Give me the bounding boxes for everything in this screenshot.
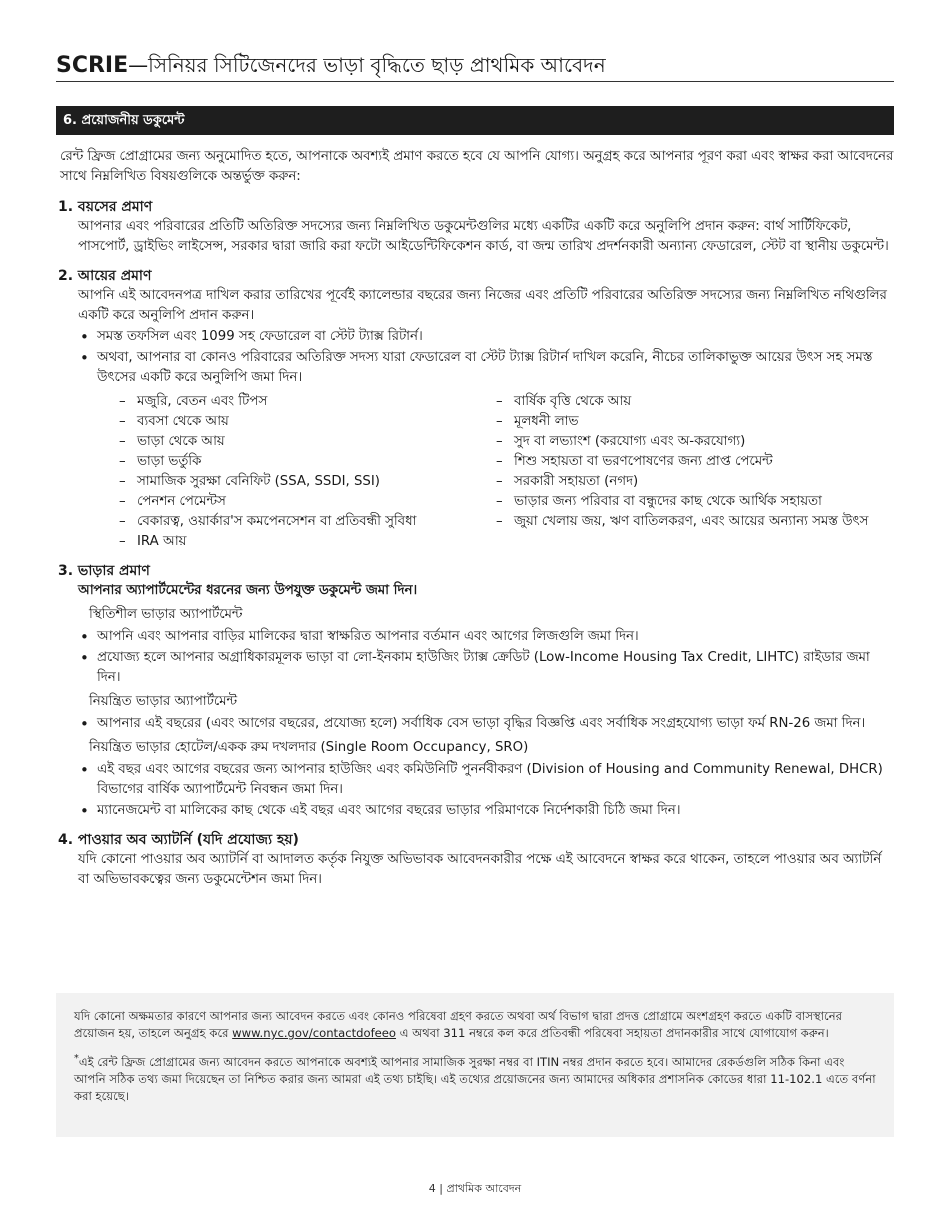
- income-sources-left-column: [119, 392, 496, 552]
- list-item: – পেনশন পেমেন্টস: [119, 492, 496, 512]
- list-item: – বেকারত্ব, ওয়ার্কার'স কমপেনসেশন বা প্রতিবন্ধী সুবিধা: [119, 512, 496, 532]
- section-body: [56, 147, 894, 899]
- list-item: – ভাড়া থেকে আয়: [119, 432, 496, 452]
- rent-proof-title: 3. ভাড়ার প্রমাণ: [58, 563, 150, 579]
- income-sources-right-column: [496, 392, 873, 552]
- controlled-bullets: [78, 714, 894, 734]
- rent-proof-item: [56, 561, 894, 821]
- age-proof-text: আপনার এবং পরিবারের প্রতিটি অতিরিক্ত সদস্যের জন্য নিম্নলিখিত ডকুমেন্টগুলির মধ্যে একটির একটি করে অনুলিপি প্রদান করুন: বার্থ সার্টিফিকেট, পাসপোর্ট, ড্রাইভিং লাইসেন্স, সরকার দ্বারা জারি করা ফটো আইডেন্টিফিকেশন কার্ড, বা জন্ম তারিখ প্রদর্শনকারী অন্যান্য ফেডারেল, স্টেট বা স্থানীয় ডকুমেন্ট।: [78, 219, 889, 254]
- power-of-attorney-text: যদি কোনো পাওয়ার অব অ্যাটর্নি বা আদালত কর্তৃক নিযুক্ত অভিভাবক আবেদনকারীর পক্ষে এই আবেদনে স্বাক্ষর করে থাকেন, তাহলে পাওয়ার অব অ্যাটর্নি বা অভিভাবকত্বের জন্য ডকুমেন্টেশন জমা দিন।: [78, 852, 882, 887]
- header-dash: —: [128, 53, 149, 77]
- stabilized-apartment-heading: স্থিতিশীল ভাড়ার অ্যাপার্টমেন্ট: [89, 607, 243, 622]
- notice-box: [56, 993, 894, 1137]
- footnote-asterisk: *: [74, 1053, 79, 1064]
- list-item: – সরকারী সহায়তা (নগদ): [496, 472, 873, 492]
- stabilized-bullet-rider: • প্রযোজ্য হলে আপনার অগ্রাধিকারমূলক ভাড়া বা লো-ইনকাম হাউজিং ট্যাক্স ক্রেডিট (Low-Income Housing Tax Credit, LIHTC) রাইডার জমা দিন।: [78, 648, 894, 688]
- income-proof-title: 2. আয়ের প্রমাণ: [58, 268, 152, 284]
- sro-bullet-registration: • এই বছর এবং আগের বছরের জন্য আপনার হাউজিং এবং কমিউনিটি পুনর্নবীকরণ (Division of Housing and Community Renewal, DHCR) বিভাগের বার্ষিক অ্যাপার্টমেন্ট নিবন্ধন জমা দিন।: [78, 760, 894, 800]
- footer-label: প্রাথমিক আবেদন: [446, 1182, 522, 1195]
- list-item: – সামাজিক সুরক্ষা বেনিফিট (SSA, SSDI, SSI): [119, 472, 496, 492]
- power-of-attorney-item: [56, 830, 894, 890]
- footer-separator: |: [439, 1182, 443, 1195]
- sro-bullet-letter: • ম্যানেজমেন্ট বা মালিকের কাছ থেকে এই বছর এবং আগের বছরের ভাড়ার পরিমাণকে নির্দেশকারী চিঠি জমা দিন।: [78, 801, 894, 821]
- list-item: – ব্যবসা থেকে আয়: [119, 412, 496, 432]
- list-item: – বার্ষিক বৃত্তি থেকে আয়: [496, 392, 873, 412]
- age-proof-item: [56, 197, 894, 257]
- list-item: – IRA আয়: [119, 532, 496, 552]
- income-bullet-other-sources: • অথবা, আপনার বা কোনও পরিবারের অতিরিক্ত সদস্য যারা ফেডারেল বা স্টেট ট্যাক্স রিটার্ন দাখিল করেনি, নীচের তালিকাভুক্ত আয়ের উৎস সহ সমস্ত উৎসের একটি করে অনুলিপি জমা দিন।: [78, 348, 894, 388]
- list-item: – শিশু সহায়তা বা ভরণপোষণের জন্য প্রাপ্ত পেমেন্ট: [496, 452, 873, 472]
- stabilized-bullet-leases: • আপনি এবং আপনার বাড়ির মালিকের দ্বারা স্বাক্ষরিত আপনার বর্তমান এবং আগের লিজগুলি জমা দিন।: [78, 627, 894, 647]
- list-item: – জুয়া খেলায় জয়, ঋণ বাতিলকরণ, এবং আয়ের অন্যান্য সমস্ত উৎস: [496, 512, 873, 532]
- power-of-attorney-title: 4. পাওয়ার অব অ্যাটর্নি (যদি প্রযোজ্য হয়): [58, 832, 299, 848]
- accessibility-notice-text-end: এ অথবা 311 নম্বরে কল করে প্রতিবন্ধী পরিষেবা সহায়তা প্রদানকারীর সাথে যোগাযোগ করুন।: [396, 1026, 829, 1040]
- controlled-apartment-heading: নিয়ন্ত্রিত ভাড়ার অ্যাপার্টমেন্ট: [89, 694, 238, 709]
- header-rule: [56, 81, 894, 82]
- program-acronym: SCRIE: [56, 53, 129, 78]
- page-header: [56, 52, 894, 79]
- section-intro: রেন্ট ফ্রিজ প্রোগ্রামের জন্য অনুমোদিত হতে, আপনাকে অবশ্যই প্রমাণ করতে হবে যে আপনি যোগ্য। অনুগ্রহ করে আপনার পূরণ করা এবং স্বাক্ষর করা আবেদনের সাথে নিম্নলিখিত বিষয়গুলিকে অন্তর্ভুক্ত করুন:: [60, 149, 894, 184]
- list-item: – মজুরি, বেতন এবং টিপস: [119, 392, 496, 412]
- list-item: – সুদ বা লভ্যাংশ (করযোগ্য এবং অ-করযোগ্য): [496, 432, 873, 452]
- stabilized-bullets: [78, 627, 894, 688]
- page-title: সিনিয়র সিটিজেনদের ভাড়া বৃদ্ধিতে ছাড় প্রাথমিক আবেদন: [148, 53, 606, 77]
- page-footer: [56, 1180, 894, 1199]
- income-bullet-tax-returns: • সমস্ত তফসিল এবং 1099 সহ ফেডারেল বা স্টেট ট্যাক্স রিটার্ন।: [78, 327, 894, 347]
- income-proof-item: [56, 266, 894, 552]
- rent-proof-subtitle: আপনার অ্যাপার্টমেন্টের ধরনের জন্য উপযুক্ত ডকুমেন্ট জমা দিন।: [78, 583, 418, 598]
- accessibility-notice: [74, 1008, 876, 1042]
- list-item: – ভাড়া ভর্তুকি: [119, 452, 496, 472]
- income-proof-text: আপনি এই আবেদনপত্র দাখিল করার তারিখের পূর্বেই ক্যালেন্ডার বছরের জন্য নিজের এবং প্রতিটি পরিবারের অতিরিক্ত সদস্যের জন্য নিম্নলিখিত নথিগুলির একটি করে অনুলিপি প্রদান করুন।: [78, 288, 887, 323]
- list-item: – ভাড়ার জন্য পরিবার বা বন্ধুদের কাছ থেকে আর্থিক সহায়তা: [496, 492, 873, 512]
- sro-heading: নিয়ন্ত্রিত ভাড়ার হোটেল/একক রুম দখলদার (Single Room Occupancy, SRO): [89, 740, 529, 755]
- page-number: 4: [428, 1182, 436, 1195]
- ssn-notice: [74, 1050, 876, 1105]
- ssn-notice-text: এই রেন্ট ফ্রিজ প্রোগ্রামের জন্য আবেদন করতে আপনাকে অবশ্যই আপনার সামাজিক সুরক্ষা নম্বর বা ITIN নম্বর প্রদান করতে হবে। আমাদের রেকর্ডগুলি সঠিক কিনা এবং আপনি সঠিক তথ্য জমা দিয়েছেন তা নিশ্চিত করার জন্য আমরা এই তথ্য চাইছি। এই তথ্যের প্রয়োজনের জন্য আমাদের অধিকার প্রশাসনিক কোডের ধারা 11-102.1 এতে বর্ণনা করা হয়েছে।: [74, 1054, 876, 1103]
- income-sources-list: [119, 392, 894, 552]
- income-bullets: [78, 327, 894, 388]
- list-item: – মূলধনী লাভ: [496, 412, 873, 432]
- controlled-bullet-notice: • আপনার এই বছরের (এবং আগের বছরের, প্রযোজ্য হলে) সর্বাধিক বেস ভাড়া বৃদ্ধির বিজ্ঞপ্তি এবং সর্বাধিক সংগ্রহযোগ্য ভাড়া ফর্ম RN-26 জমা দিন।: [78, 714, 894, 734]
- section-title: 6. প্রয়োজনীয় ডকুমেন্ট: [56, 106, 894, 135]
- contact-link[interactable]: www.nyc.gov/contactdofeeo: [232, 1026, 397, 1040]
- accessibility-notice-text: যদি কোনো অক্ষমতার কারণে আপনার জন্য আবেদন করতে এবং কোনও পরিষেবা গ্রহণ করতে অথবা অর্থ বিভাগ দ্বারা প্রদত্ত প্রোগ্রামে অংশগ্রহণ করতে একটি বাসস্থানের প্রয়োজন হয়, তাহলে অনুগ্রহ করে: [74, 1009, 842, 1040]
- age-proof-title: 1. বয়সের প্রমাণ: [58, 199, 153, 215]
- sro-bullets: [78, 760, 894, 821]
